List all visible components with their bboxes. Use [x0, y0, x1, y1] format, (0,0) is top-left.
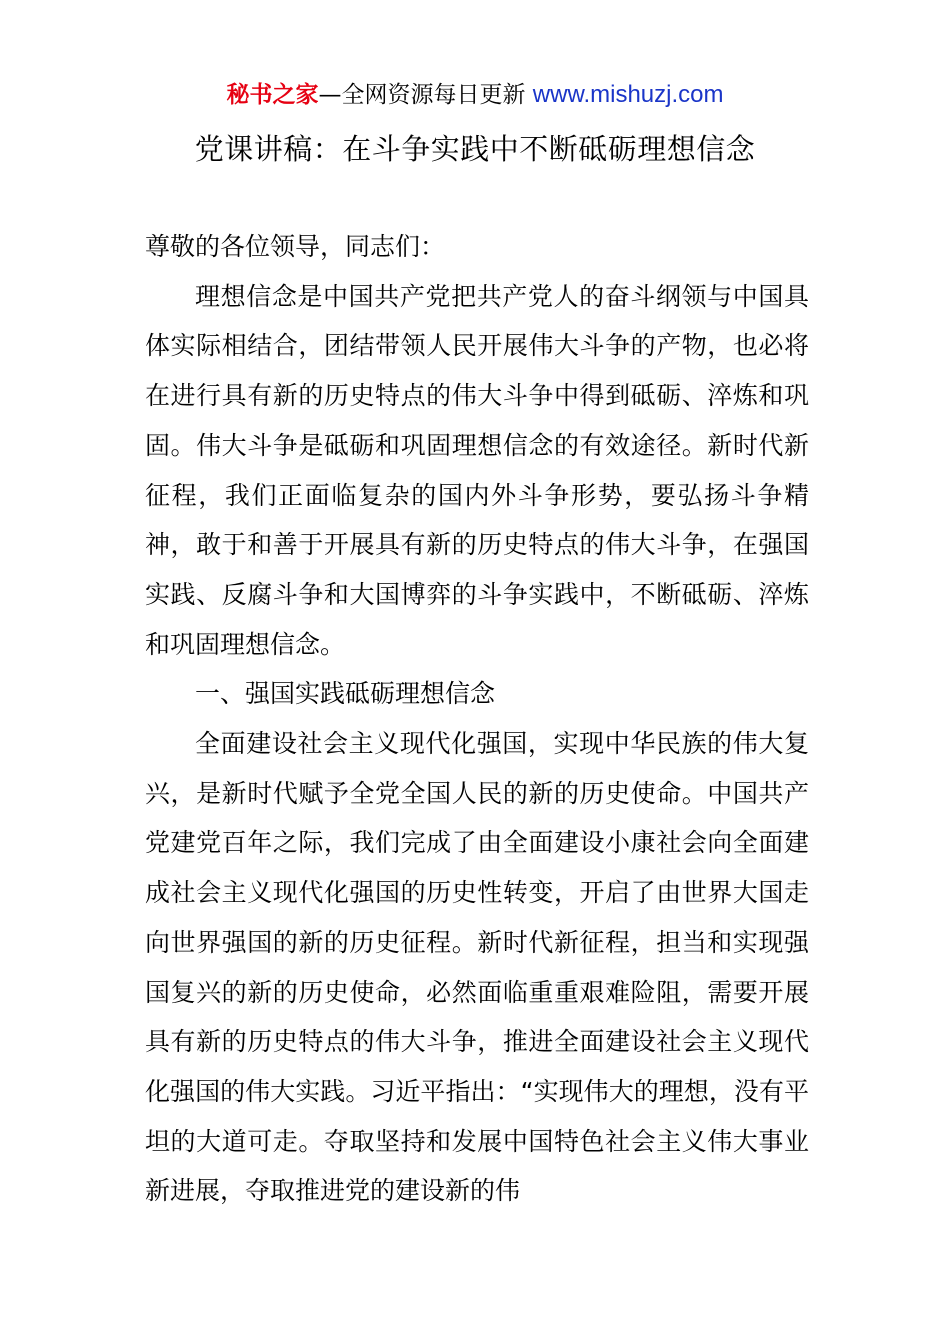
watermark-header	[0, 80, 950, 110]
section-heading-1: 一、强国实践砥砺理想信念	[195, 679, 496, 709]
document-body	[145, 222, 809, 1216]
site-url-link[interactable]: www.mishuzj.com	[532, 81, 724, 108]
paragraph-intro: 理想信念是中国共产党把共产党人的奋斗纲领与中国具体实际相结合，团结带领人民开展伟大斗争的产物，也必将在进行具有新的历史特点的伟大斗争中得到砥砺、淬炼和巩固。伟大斗争是砥砺和巩固理想信念的有效途径。新时代新征程，我们正面临复杂的国内外斗争形势，要弘扬斗争精神，敢于和善于开展具有新的历史特点的伟大斗争，在强国实践、反腐斗争和大国博弈的斗争实践中，不断砥砺、淬炼和巩固理想信念。	[145, 281, 809, 659]
paragraph-section-1: 全面建设社会主义现代化强国，实现中华民族的伟大复兴，是新时代赋予全党全国人民的新的历史使命。中国共产党建党百年之际，我们完成了由全面建设小康社会向全面建成社会主义现代化强国的历史性转变，开启了由世界大国走向世界强国的新的历史征程。新时代新征程，担当和实现强国复兴的新的历史使命，必然面临重重艰难险阻，需要开展具有新的历史特点的伟大斗争，推进全面建设社会主义现代化强国的伟大实践。习近平指出：“实现伟大的理想，没有平坦的大道可走。夺取坚持和发展中国特色社会主义伟大事业新进展，夺取推进党的建设新的伟	[145, 729, 809, 1206]
document-title: 党课讲稿：在斗争实践中不断砥砺理想信念	[194, 132, 756, 166]
brand-name: 秘书之家	[226, 82, 319, 108]
salutation: 尊敬的各位领导，同志们：	[145, 232, 446, 261]
header-tagline: —全网资源每日更新	[318, 82, 526, 108]
